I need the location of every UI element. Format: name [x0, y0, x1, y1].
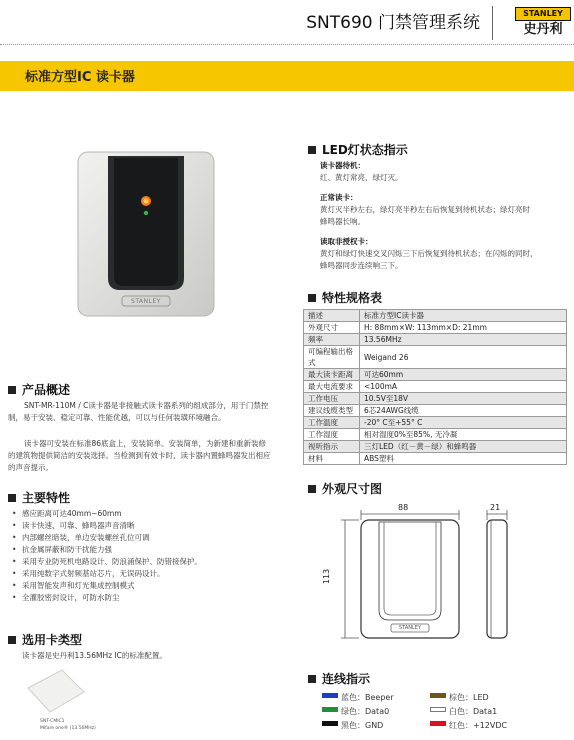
- spec-label: 视听指示: [304, 441, 360, 453]
- led-standby-text: 红、黄灯常亮，绿灯灭。: [320, 173, 403, 182]
- wiring-heading: 连线指示: [308, 670, 370, 687]
- dimension-drawing: [322, 500, 535, 650]
- spec-label: 工作温度: [304, 417, 360, 429]
- spec-row: [304, 405, 567, 417]
- spec-value: 三灯LED（红－黄－绿）和蜂鸣器: [360, 441, 567, 453]
- feature-item: • 感应距离可达40mm~60mm: [12, 508, 272, 520]
- spec-label: 最大读卡距离: [304, 369, 360, 381]
- features-list: [12, 508, 272, 604]
- spec-label: 描述: [304, 310, 360, 322]
- dim-depth-label: 21: [490, 503, 501, 512]
- spec-value: 标准方型IC读卡器: [360, 310, 567, 322]
- led-standby-title: 读卡器待机：: [320, 161, 365, 170]
- spec-value: 可达60mm: [360, 369, 567, 381]
- dims-heading: 外观尺寸图: [308, 480, 382, 497]
- spec-value: 相对湿度0%至85%, 无冷凝: [360, 429, 567, 441]
- card-caption-1: SNT-CMIC1: [40, 719, 65, 724]
- spec-row: [304, 322, 567, 334]
- wire-item: [430, 720, 507, 731]
- spec-label: 最大电流要求: [304, 381, 360, 393]
- wire-swatch: [430, 693, 446, 698]
- wire-swatch: [322, 693, 338, 698]
- spec-value: H: 88mm×W: 113mm×D: 21mm: [360, 322, 567, 334]
- feature-item: • 采用智能发声和灯光集成控制模式: [12, 580, 272, 592]
- product-name: 标准方型IC 读卡器: [25, 70, 135, 85]
- overview-para-1: SNT-MR-110M / C读卡器是非接触式读卡器系列的组成部分，用于门禁控制，易于安装、稳定可靠、性能优越，可以与任何装璜环境融合。: [8, 401, 269, 422]
- spec-row: [304, 441, 567, 453]
- wire-swatch: [322, 721, 338, 726]
- led-invalid-title: 读取非授权卡：: [320, 237, 373, 246]
- wire-item: [430, 692, 489, 703]
- wire-item: [322, 692, 394, 703]
- spec-row: [304, 334, 567, 346]
- spec-label: 可编程输出格式: [304, 346, 360, 369]
- document-title: SNT690 门禁管理系统: [306, 13, 480, 33]
- spec-value: 6芯24AWG线缆: [360, 405, 567, 417]
- overview-para-2: 读卡器可安装在标准86底盒上，安装简单。安装简单，为新建和重新装修的建筑物提供简洁的安装选择。当检测到有效卡时，读卡器内置蜂鸣器发出相应的声音提示。: [8, 439, 271, 472]
- feature-item: • 抗金属屏蔽和防干扰能力强: [12, 544, 272, 556]
- led-invalid-text-2: 蜂鸣器同步连续响三下。: [320, 261, 403, 270]
- wire-label: 黑色：GND: [341, 721, 384, 730]
- wire-label: 蓝色：Beeper: [341, 693, 394, 702]
- feature-item: • 采用专业防死机电路设计、防浪涌保护、防错接保护。: [12, 556, 272, 568]
- cards-heading: 选用卡类型: [8, 631, 82, 648]
- spec-value: 13.56MHz: [360, 334, 567, 346]
- card-caption-2: Mifare one® (13.56MHz): [40, 726, 96, 731]
- spec-row: [304, 393, 567, 405]
- spec-row: [304, 381, 567, 393]
- wire-label: 棕色：LED: [449, 693, 489, 702]
- features-heading: 主要特性: [8, 489, 70, 506]
- wire-item: [430, 706, 497, 717]
- feature-item: • 内部螺丝暗装，单边安装螺丝孔位可调: [12, 532, 272, 544]
- spec-label: 频率: [304, 334, 360, 346]
- product-photo: [76, 150, 216, 318]
- overview-heading: 产品概述: [8, 381, 70, 398]
- spec-row: [304, 346, 567, 369]
- spec-label: 外观尺寸: [304, 322, 360, 334]
- spec-row: [304, 453, 567, 465]
- stanley-logo: [515, 7, 571, 39]
- card-image: [22, 666, 88, 716]
- led-heading: LED灯状态指示: [308, 141, 408, 158]
- wire-swatch: [430, 721, 446, 726]
- spec-value: -20° C至+55° C: [360, 417, 567, 429]
- spec-table: [303, 309, 567, 465]
- spec-value: 10.5V至18V: [360, 393, 567, 405]
- wire-item: [322, 706, 389, 717]
- logo-brand-en: STANLEY: [515, 7, 571, 21]
- spec-label: 建议线缆类型: [304, 405, 360, 417]
- wire-swatch: [322, 707, 338, 712]
- wire-label: 白色：Data1: [449, 707, 498, 716]
- photo-brand-label: STANLEY: [131, 298, 161, 305]
- spec-value: <100mA: [360, 381, 567, 393]
- led-normal-text-1: 黄灯灭半秒左右，绿灯亮半秒左右后恢复到待机状态；绿灯亮时: [320, 205, 530, 214]
- dim-width-label: 88: [398, 503, 409, 512]
- spec-label: 工作电压: [304, 393, 360, 405]
- wire-label: 绿色：Data0: [341, 707, 390, 716]
- feature-item: • 全灌胶密封设计，可防水防尘: [12, 592, 272, 604]
- wire-swatch: [430, 707, 446, 712]
- spec-value: Weigand 26: [360, 346, 567, 369]
- led-normal-text-2: 蜂鸣器长响。: [320, 217, 365, 226]
- cards-text: 读卡器是史丹利13.56MHz IC的标准配置。: [22, 651, 167, 660]
- spec-label: 材料: [304, 453, 360, 465]
- dim-height-label: 113: [322, 568, 332, 585]
- spec-row: [304, 369, 567, 381]
- header-rule: [0, 44, 574, 45]
- spec-heading: 特性规格表: [308, 289, 382, 306]
- logo-brand-cn: 史丹利: [523, 22, 563, 37]
- spec-row: [304, 310, 567, 322]
- led-invalid-text-1: 黄灯和绿灯快速交叉闪烁三下后恢复到待机状态；在闪烁的同时，: [320, 249, 538, 258]
- spec-row: [304, 429, 567, 441]
- spec-value: ABS塑料: [360, 453, 567, 465]
- dim-brand-label: STANLEY: [399, 625, 421, 631]
- wire-label: 红色：+12VDC: [449, 721, 508, 730]
- spec-row: [304, 417, 567, 429]
- spec-label: 工作湿度: [304, 429, 360, 441]
- wire-item: [322, 720, 383, 731]
- led-normal-title: 正常读卡：: [320, 193, 358, 202]
- header-divider: [492, 6, 493, 40]
- feature-item: • 采用纯数字式射频基站芯片，无误码设计。: [12, 568, 272, 580]
- feature-item: • 读卡快速、可靠、蜂鸣器声音清晰: [12, 520, 272, 532]
